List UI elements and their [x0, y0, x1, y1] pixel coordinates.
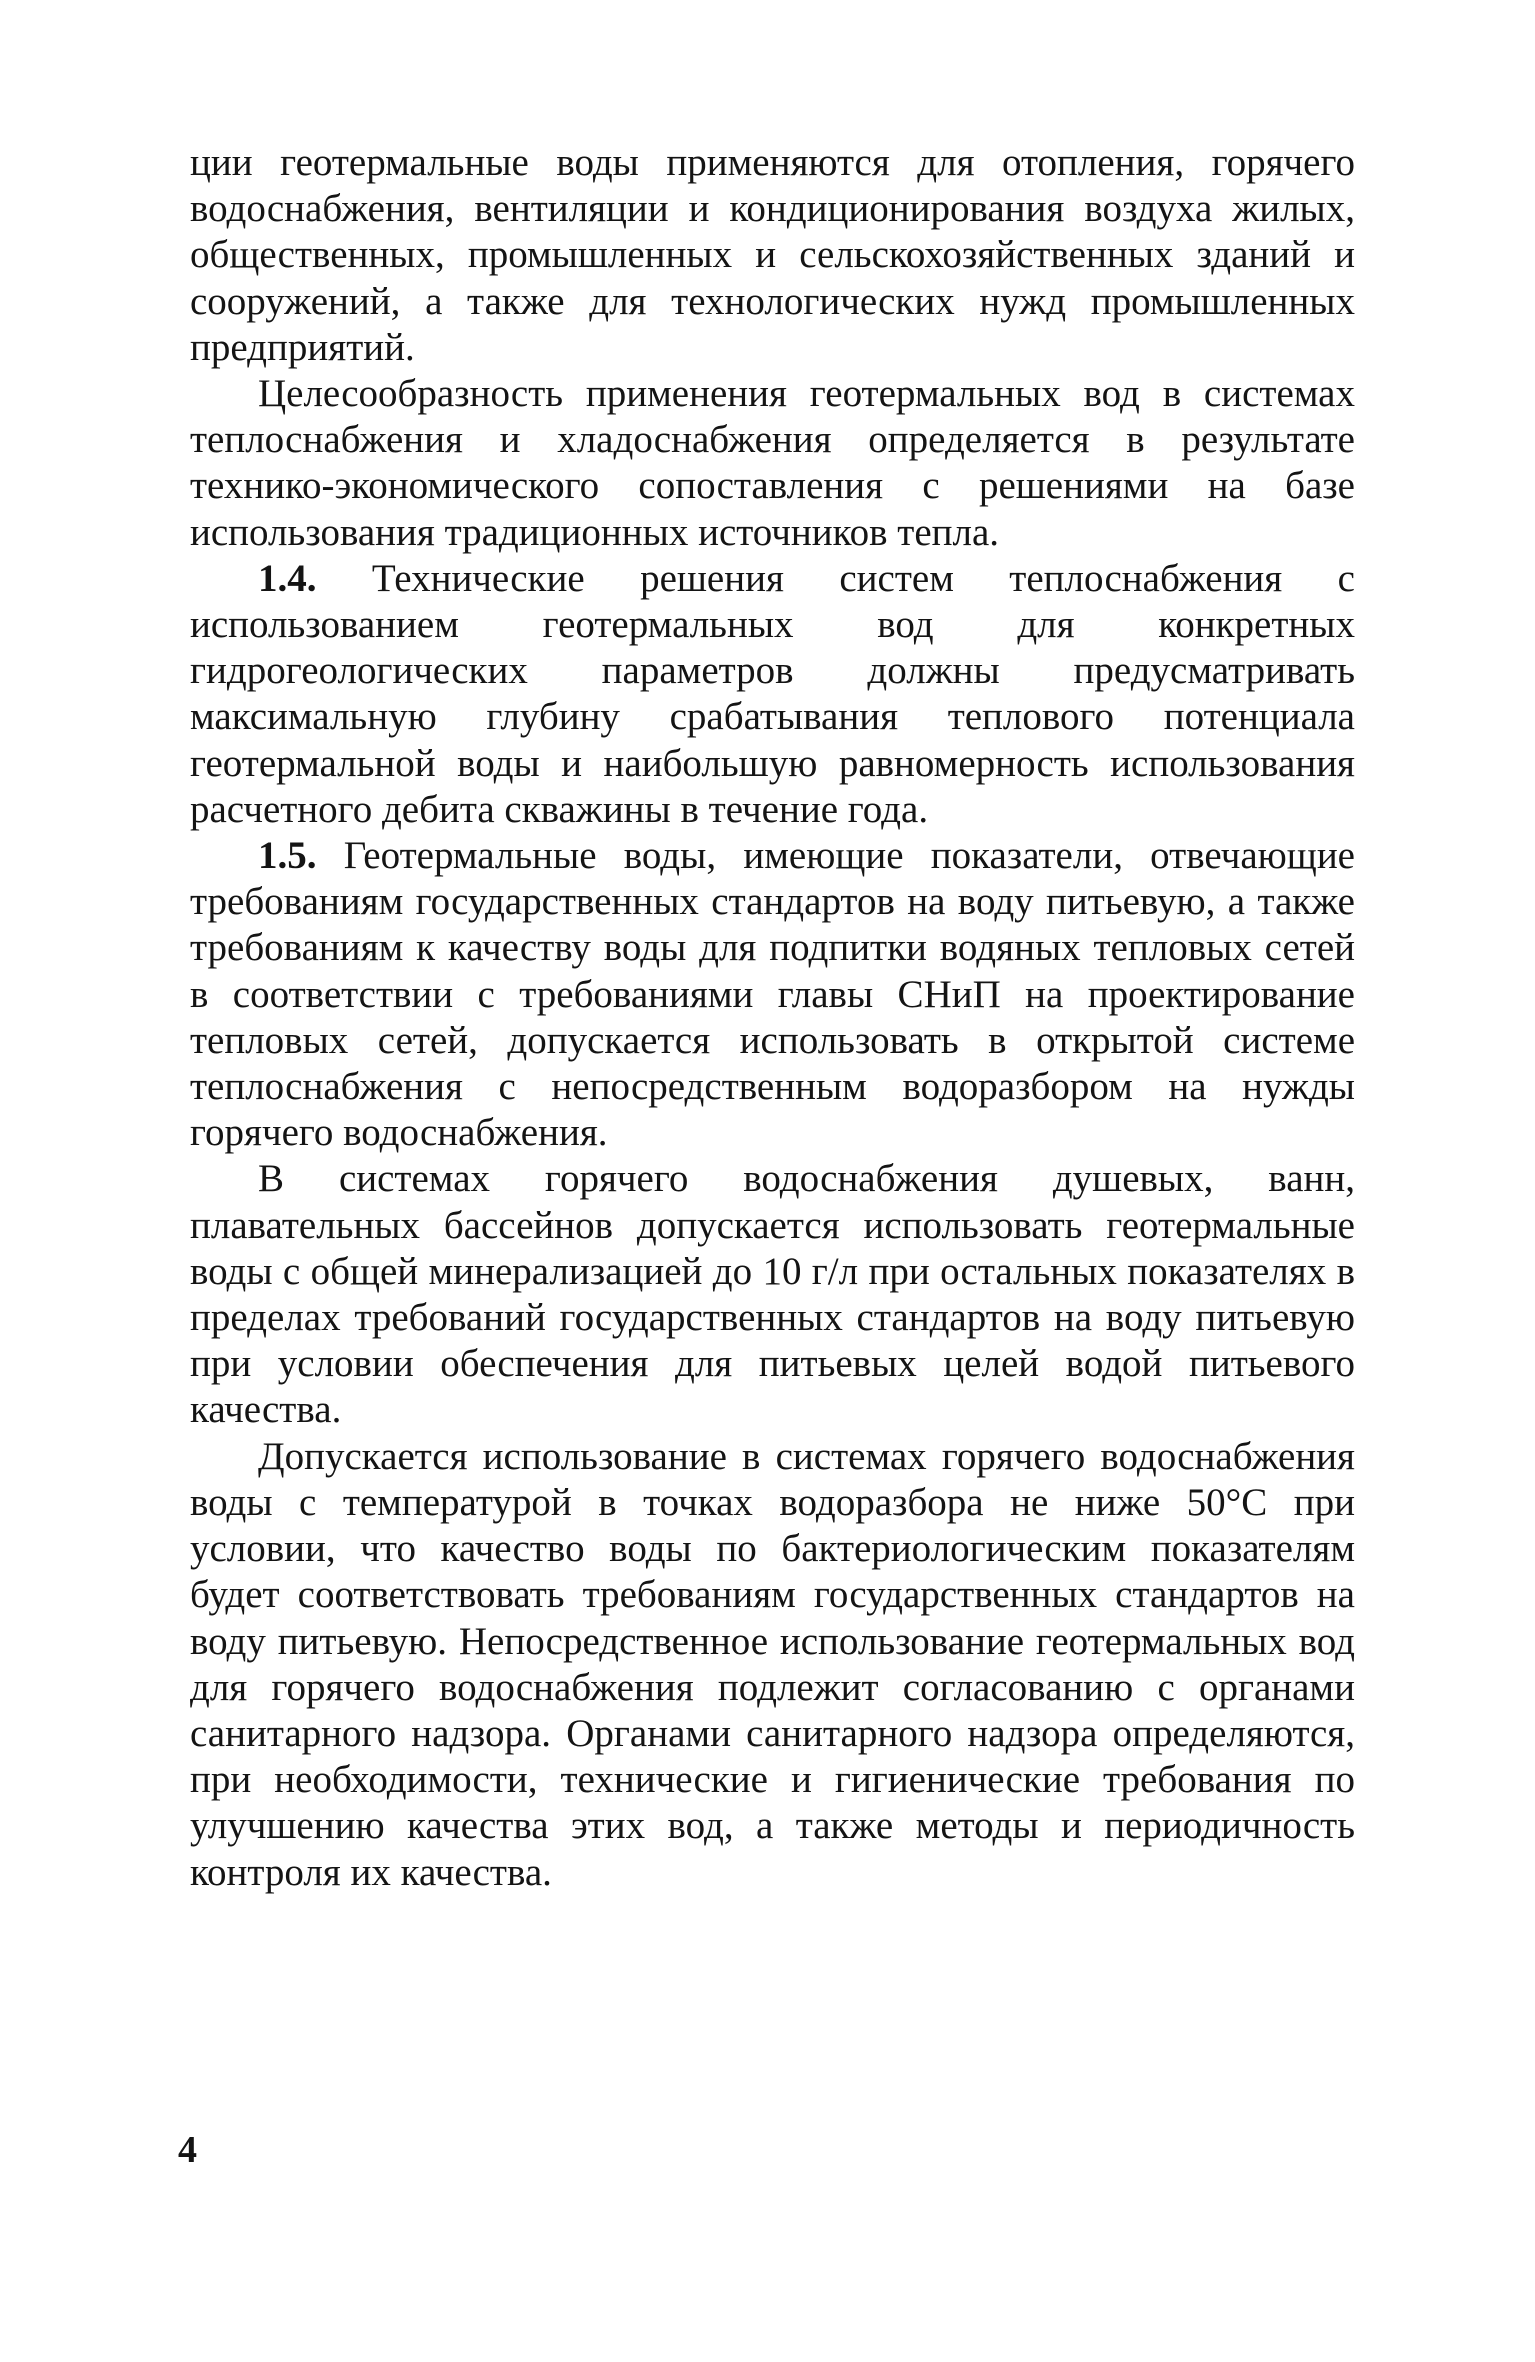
paragraph-text: Технические решения систем теплоснабжения с использованием геотермальных вод для конкретных гидрогеологических параметров должны предусматривать максимальную глубину срабатывания теплового потенциала геотермальной воды и наибольшую равномерность использования расчетного дебита скважины в течение года.	[190, 556, 1355, 831]
paragraph-1-5	[190, 833, 1355, 1156]
section-number: 1.5.	[258, 834, 317, 878]
paragraph-1-4	[190, 556, 1355, 833]
paragraph-continuation	[190, 140, 1355, 371]
page-number: 4	[178, 2129, 197, 2171]
paragraph-feasibility	[190, 371, 1355, 556]
paragraph-text: ции геотермальные воды применяются для отопления, горячего водоснабжения, вентиляции и кондиционирования воздуха жилых, общественных, промышленных и сельскохозяйственных зданий и сооружений, а также для технологических нужд промышленных предприятий.	[190, 141, 1355, 369]
paragraph-text: Допускается использование в системах горячего водоснабжения воды с температурой в точках водоразбора не ниже 50°С при условии, что качество воды по бактериологическим показателям будет соответствовать требованиям государственных стандартов на воду питьевую. Непосредственное использование геотермальных вод для горячего водоснабжения подлежит согласованию с органами санитарного надзора. Органами санитарного надзора определяются, при необходимости, технические и гигиенические требования по улучшению качества этих вод, а также методы и периодичность контроля их качества.	[190, 1434, 1355, 1894]
paragraph-hot-water-systems	[190, 1156, 1355, 1433]
paragraph-text: Геотермальные воды, имеющие показатели, отвечающие требованиям государственных стандартов на воду питьевую, а также требованиям к качеству воды для подпитки водяных тепловых сетей в соответствии с требованиями главы СНиП на проектирование тепловых сетей, допускается использовать в открытой системе теплоснабжения с непосредственным водоразбором на нужды горячего водоснабжения.	[190, 834, 1355, 1155]
paragraph-text: В системах горячего водоснабжения душевых, ванн, плавательных бассейнов допускается использовать геотермальные воды с общей минерализацией до 10 г/л при остальных показателях в пределах требований государственных стандартов на воду питьевую при условии обеспечения для питьевых целей водой питьевого качества.	[190, 1157, 1355, 1432]
body-text	[190, 140, 1355, 1896]
section-number: 1.4.	[258, 556, 317, 600]
paragraph-temperature-requirements	[190, 1434, 1355, 1896]
paragraph-text: Целесообразность применения геотермальных вод в системах теплоснабжения и хладоснабжения определяется в результате технико-экономического сопоставления с решениями на базе использования традиционных источников тепла.	[190, 372, 1355, 554]
